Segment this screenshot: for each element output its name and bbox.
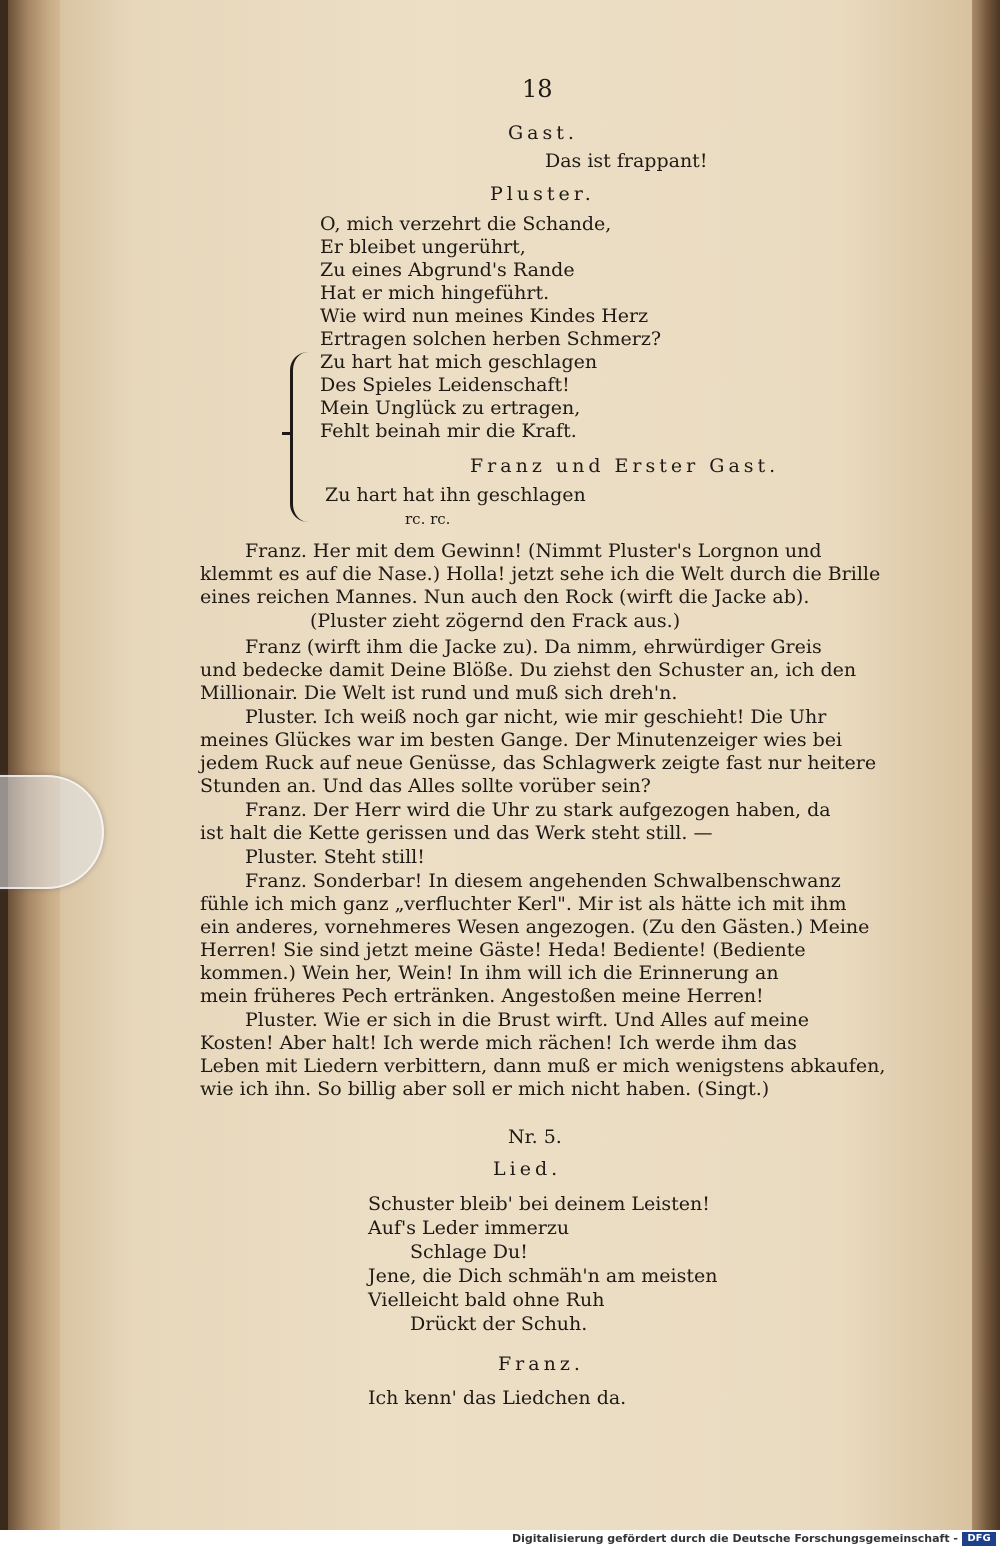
- song-number: Nr. 5.: [508, 1126, 562, 1148]
- speaker-franz-erster: Franz und Erster Gast.: [470, 455, 780, 477]
- speaker-pluster: Pluster.: [490, 183, 595, 205]
- verse-line: Zu hart hat ihn geschlagen: [325, 484, 586, 506]
- song-line: Schlage Du!: [410, 1241, 528, 1263]
- prose-line: ist halt die Kette gerissen und das Werk steht still. —: [200, 822, 713, 844]
- gast-line: Das ist frappant!: [545, 150, 708, 172]
- book-right-edge: [972, 0, 1000, 1530]
- prose-line: Stunden an. Und das Alles sollte vorüber sein?: [200, 775, 651, 797]
- verse-line: Ertragen solchen herben Schmerz?: [320, 328, 662, 350]
- prose-line: Franz. Her mit dem Gewinn! (Nimmt Pluster's Lorgnon und: [245, 540, 822, 562]
- verse-line: Zu eines Abgrund's Rande: [320, 259, 575, 281]
- prose-line: kommen.) Wein her, Wein! In ihm will ich die Erinnerung an: [200, 962, 779, 984]
- song-line: Vielleicht bald ohne Ruh: [368, 1289, 605, 1311]
- prose-line: Millionair. Die Welt ist rund und muß sich dreh'n.: [200, 682, 678, 704]
- verse-brace: [290, 352, 313, 522]
- prose-line: fühle ich mich ganz „verfluchter Kerl". Mir ist als hätte ich mit ihm: [200, 893, 847, 915]
- verse-line: Des Spieles Leidenschaft!: [320, 374, 570, 396]
- prose-line: Franz. Sonderbar! In diesem angehenden Schwalbenschwanz: [245, 870, 841, 892]
- song-line: Auf's Leder immerzu: [368, 1217, 570, 1239]
- prose-line: ein anderes, vornehmeres Wesen angezogen. (Zu den Gästen.) Meine: [200, 916, 870, 938]
- song-line: Drückt der Schuh.: [410, 1313, 588, 1335]
- verse-brace-tip: [282, 432, 292, 435]
- prose-line: und bedecke damit Deine Blöße. Du ziehst den Schuster an, ich den: [200, 659, 857, 681]
- prose-line: klemmt es auf die Nase.) Holla! jetzt sehe ich die Welt durch die Brille: [200, 563, 881, 585]
- verse-line: Wie wird nun meines Kindes Herz: [320, 305, 649, 327]
- prose-line: Kosten! Aber halt! Ich werde mich rächen! Ich werde ihm das: [200, 1032, 797, 1054]
- dfg-logo: DFG: [962, 1532, 996, 1546]
- prose-line: Pluster. Ich weiß noch gar nicht, wie mir geschieht! Die Uhr: [245, 706, 827, 728]
- prose-line: Franz (wirft ihm die Jacke zu). Da nimm, ehrwürdiger Greis: [245, 636, 822, 658]
- prose-line: Herren! Sie sind jetzt meine Gäste! Heda! Bediente! (Bediente: [200, 939, 806, 961]
- verse-line: rc. rc.: [405, 510, 451, 528]
- page-number: 18: [522, 75, 553, 103]
- speaker-franz: Franz.: [498, 1353, 584, 1375]
- prose-line: wie ich ihn. So billig aber soll er mich nicht haben. (Singt.): [200, 1078, 770, 1100]
- verse-line: Fehlt beinah mir die Kraft.: [320, 420, 577, 442]
- prose-line: jedem Ruck auf neue Genüsse, das Schlagwerk zeigte fast nur heitere: [200, 752, 877, 774]
- verse-line: O, mich verzehrt die Schande,: [320, 213, 612, 235]
- book-left-edge: [8, 0, 68, 1530]
- song-line: Jene, die Dich schmäh'n am meisten: [368, 1265, 718, 1287]
- footer-credit: Digitalisierung gefördert durch die Deutsche Forschungsgemeinschaft -: [511, 1532, 958, 1545]
- prose-line: Pluster. Wie er sich in die Brust wirft. Und Alles auf meine: [245, 1009, 810, 1031]
- speaker-gast: Gast.: [508, 122, 578, 144]
- prose-line: Pluster. Steht still!: [245, 846, 425, 868]
- footer-bar: [0, 1530, 1000, 1548]
- stage-direction: (Pluster zieht zögernd den Frack aus.): [310, 610, 681, 632]
- verse-line: Er bleibet ungerührt,: [320, 236, 526, 258]
- verse-line: Mein Unglück zu ertragen,: [320, 397, 581, 419]
- prose-line: mein früheres Pech ertränken. Angestoßen meine Herren!: [200, 985, 764, 1007]
- franz-final-line: Ich kenn' das Liedchen da.: [368, 1387, 627, 1409]
- prose-line: Franz. Der Herr wird die Uhr zu stark aufgezogen haben, da: [245, 799, 831, 821]
- verse-line: Zu hart hat mich geschlagen: [320, 351, 598, 373]
- prose-line: Leben mit Liedern verbittern, dann muß er mich wenigstens abkaufen,: [200, 1055, 886, 1077]
- prose-line: meines Glückes war im besten Gange. Der Minutenzeiger wies bei: [200, 729, 843, 751]
- song-title: Lied.: [493, 1158, 562, 1180]
- song-line: Schuster bleib' bei deinem Leisten!: [368, 1193, 710, 1215]
- verse-line: Hat er mich hingeführt.: [320, 282, 550, 304]
- prose-line: eines reichen Mannes. Nun auch den Rock (wirft die Jacke ab).: [200, 586, 810, 608]
